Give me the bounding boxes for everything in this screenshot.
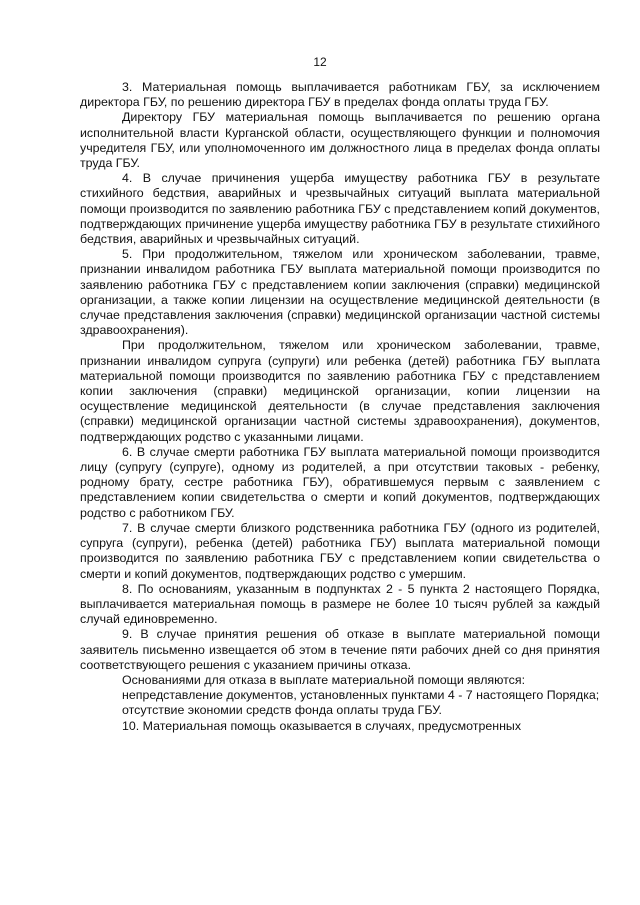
paragraph-7: 7. В случае смерти близкого родственника работника ГБУ (одного из родителей, супруга (супруги), ребенка (детей) работника ГБУ) выплата материальной помощи производится по заявлению работника ГБУ с представлением копии свидетельства о смерти и копий документов, подтверждающих родство с умершим. xyxy=(80,520,600,581)
paragraph-refusal-grounds: Основаниями для отказа в выплате материальной помощи являются: xyxy=(122,672,526,687)
paragraph-refusal-item-1: непредставление документов, установленных пунктами 4 - 7 настоящего Порядка; xyxy=(122,688,600,703)
paragraph-6: 6. В случае смерти работника ГБУ выплата материальной помощи производится лицу (супругу (супруге), одному из родителей, а при отсутствии таковых - ребенку, родному брату, сестре работника ГБУ), обратившемуся первым с заявлением с представлением копии свидетельства о смерти и копий документов, подтверждающих родство с работником ГБУ. xyxy=(80,444,600,520)
paragraph-refusal-item-2: отсутствие экономии средств фонда оплаты труда ГБУ. xyxy=(122,703,442,718)
paragraph-5: 5. При продолжительном, тяжелом или хроническом заболевании, травме, признании инвалидом работника ГБУ выплата материальной помощи производится по заявлению работника ГБУ с представлением копии заключения (справки) медицинской организации, а также копии лицензии на осуществление медицинской деятельности (в случае представления заключения (справки) медицинской организации частной системы здравоохранения). xyxy=(80,247,600,338)
paragraph-5-family: При продолжительном, тяжелом или хроническом заболевании, травме, признании инвалидом супруга (супруги) или ребенка (детей) работника ГБУ выплата материальной помощи производится по заявлению работника ГБУ с представлением копии заключения (справки) медицинской организации, копии лицензии на осуществление медицинской деятельности (в случае представления заключения (справки) медицинской организации частной системы здравоохранения), документов, подтверждающих родство с указанными лицами. xyxy=(80,338,600,444)
paragraph-9: 9. В случае принятия решения об отказе в выплате материальной помощи заявитель письменно извещается об этом в течение пяти рабочих дней со дня принятия соответствующего решения с указанием причины отказа. xyxy=(80,627,600,672)
paragraph-8: 8. По основаниям, указанным в подпунктах 2 - 5 пункта 2 настоящего Порядка, выплачивается материальная помощь в размере не более 10 тысяч рублей за каждый случай единовременно. xyxy=(80,581,600,627)
paragraph-4: 4. В случае причинения ущерба имуществу работника ГБУ в результате стихийного бедствия, аварийных и чрезвычайных ситуаций выплата материальной помощи производится по заявлению работника ГБУ с представлением копий документов, подтверждающих причинение ущерба имуществу работника ГБУ в результате стихийного бедствия, аварийных и чрезвычайных ситуаций. xyxy=(80,171,600,247)
document-body xyxy=(80,80,600,734)
paragraph-director: Директору ГБУ материальная помощь выплачивается по решению органа исполнительной власти Курганской области, осуществляющего функции и полномочия учредителя ГБУ, или уполномоченного им должностного лица в пределах фонда оплаты труда ГБУ. xyxy=(80,110,600,171)
paragraph-10: 10. Материальная помощь оказывается в случаях, предусмотренных xyxy=(122,718,522,733)
paragraph-3: 3. Материальная помощь выплачивается работникам ГБУ, за исключением директора ГБУ, по решению директора ГБУ в пределах фонда оплаты труда ГБУ. xyxy=(80,80,600,110)
page-number: 12 xyxy=(313,55,327,69)
